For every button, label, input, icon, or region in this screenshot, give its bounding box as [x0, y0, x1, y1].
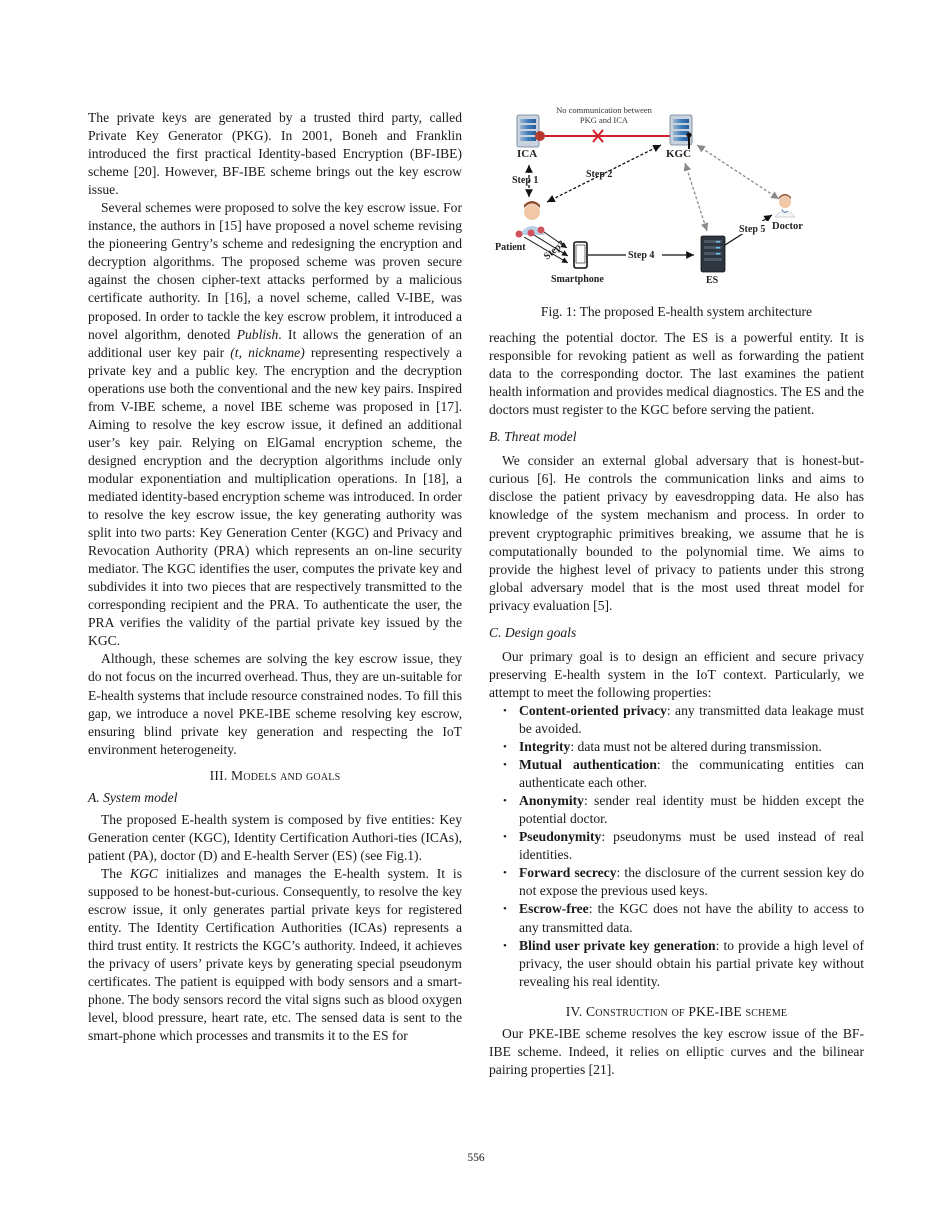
label-es: ES [706, 275, 719, 286]
goal-term: Integrity [519, 739, 571, 755]
list-item [519, 864, 864, 900]
text-run: Several schemes were proposed to solve the key escrow issue. For instance, the authors in [15] have proposed a novel scheme revising the pioneering Gentry’s scheme and redesigning the encryption and decryption algorithms. The proposed scheme was proven secure against the chosen cipher-text attacks performed by a malicious certificate authority. In [16], a novel scheme, called V-IBE, was proposed. In order to tackle the key escrow problem, it introduced a novel algorithm, denoted [88, 200, 462, 342]
label-doctor: Doctor [772, 221, 803, 232]
smartphone-icon [574, 242, 587, 268]
paragraph-pkg-intro: The private keys are generated by a trusted third party, called Private Key Generator (PKG). In 2001, Boneh and Franklin introduced the first practical Identity-based Encryption (BF-IBE) scheme [20]. However, BF-IBE scheme brings out the key escrow issue. [88, 110, 462, 198]
paragraph-es-role: reaching the potential doctor. The ES is a powerful entity. It is responsible for revoking patient as well as forwarding the patient data to the corresponding doctor. The last examines the patient health information and provides medical diagnostics. The ES and the doctors must register to the KGC before serving the patient. [489, 330, 864, 418]
goal-term: Content-oriented privacy [519, 702, 667, 718]
left-column [88, 109, 462, 1045]
goal-term: Forward secrecy [519, 865, 617, 881]
page-number: 556 [467, 1152, 485, 1164]
text-run: initializes and manages the E-health system. It is supposed to be honest-but-curious. Consequently, to resolve the key escrow issue, it only generates partial private keys for registered entity. The Identity Certification Authorities (ICAs) represents a third trust entity. It restricts the KGC’s authority. Indeed, it achieves the privacy of users’ private keys by generating special pseudonym certificates. The patient is equipped with body sensors and a smart-phone. The body sensors record the vital signs such as blood oxygen level, blood pressure, heart rate, etc. The sensed data is sent to the smart-phone which processes and transmits it to the ES for [88, 865, 462, 1044]
es-server-icon [701, 236, 725, 272]
list-item [519, 828, 864, 864]
goal-description: : any transmitted data leakage must be avoided. [519, 702, 864, 736]
goal-term: Blind user private key generation [519, 937, 716, 953]
paragraph-kgc [88, 865, 462, 1045]
list-item [519, 756, 864, 792]
paragraph-design-goals: Our primary goal is to design an efficient and secure privacy preserving E-health system in the IoT context. Particularly, we attempt to meet the following properties: [489, 648, 864, 700]
label-ica: ICA [517, 148, 538, 160]
math-key-pair: (t, nickname) [230, 344, 305, 360]
subsection-heading-system-model: A. System model [88, 789, 178, 805]
goal-description: : pseudonyms must be used instead of real identities. [519, 829, 864, 863]
goal-term: Mutual authentication [519, 757, 657, 773]
subsection-heading-threat-model: B. Threat model [489, 429, 577, 445]
goal-description: : sender real identity must be hidden except the potential doctor. [519, 793, 864, 827]
label-smartphone: Smartphone [551, 274, 604, 285]
goal-term: Escrow-free [519, 901, 589, 917]
goal-description: : the disclosure of the current session key do not expose the previous used keys. [519, 865, 865, 899]
text-run: representing respectively a private key and a public key. The encryption and the decryption operations use both the conventional and the new key pairs. Inspired from V-IBE scheme, a novel IBE scheme was proposed in [17]. Aiming to resolve the key escrow issue, it defined an additional user’s key pair. Relying on ElGamal encryption scheme, the designed encryption and the decryption algorithms include only modular exponentiation and multiplication operations. In [18], a mediated identity-based encryption scheme was introduced. In order to resolve the key escrow issue, the key generating authority was split into two parts: Key Generation Center (KGC) and Privacy and Revocation Authority (PRA) which represents an on-line security mediator. The KGC identifies the user, computes the private key and subdivides it into two pieces that are respectively transmitted to the corresponding recipient and the PRA. To authenticate the user, the PRA verifies the validity of the partial private key issued by the KGC. [88, 344, 463, 649]
kgc-server-icon [670, 115, 692, 149]
label-no-communication-1: No communication between [556, 105, 652, 115]
figure-caption: Fig. 1: The proposed E-health system architecture [540, 304, 813, 319]
architecture-diagram [489, 103, 864, 293]
list-item [519, 738, 864, 756]
goal-description: : the communicating entities can authenticate each other. [519, 757, 864, 791]
text-run: The [101, 865, 130, 881]
math-kgc: KGC [130, 865, 158, 881]
ica-server-icon [517, 115, 545, 147]
label-step5: Step 5 [739, 224, 766, 235]
section-heading-models-goals: III. Models and goals [209, 767, 341, 783]
subsection-heading-design-goals: C. Design goals [489, 624, 577, 640]
label-step3: Step3 [541, 238, 568, 263]
label-step4: Step 4 [628, 250, 655, 261]
patient-icon [516, 201, 546, 238]
figure-architecture [489, 103, 864, 293]
list-item [519, 702, 864, 738]
paragraph-construction: Our PKE-IBE scheme resolves the key escrow issue of the BF-IBE scheme. Indeed, it relies on elliptic curves and the bilinear pairing properties [21]. [489, 1025, 864, 1077]
paragraph-gap: Although, these schemes are solving the key escrow issue, they do not focus on the incurred overhead. Thus, they are un-suitable for E-health systems that include resource constrained nodes. To fill this gap, we introduce a novel PKE-IBE scheme resolving key escrow, ensuring blind private key generation and respecting the IoT environment heterogeneity. [88, 651, 462, 757]
text-run: . It allows the generation of an additional user key pair [88, 326, 462, 360]
label-step1: Step 1 [512, 175, 539, 186]
goal-description: : to provide a high level of privacy, the user should obtain his partial private key without revealing his real identity. [519, 937, 864, 989]
list-item [519, 900, 864, 936]
doctor-icon [775, 194, 795, 217]
paragraph-entities: The proposed E-health system is composed by five entities: Key Generation center (KGC), Identity Certification Authori-ties (ICAs), patient (PA), doctor (D) and E-health Server (ES) (see Fig.1). [88, 811, 462, 863]
right-column [489, 105, 865, 1079]
goal-description: : data must not be altered during transmission. [570, 739, 822, 755]
list-item [519, 937, 864, 991]
label-step2: Step 2 [586, 169, 613, 180]
paragraph-related-schemes [88, 199, 462, 650]
design-goals-list [489, 702, 864, 991]
certificate-seal-icon [535, 131, 545, 141]
section-heading-construction: IV. Construction of PKE-IBE scheme [565, 1003, 788, 1019]
list-item [519, 792, 864, 828]
goal-description: : the KGC does not have the ability to access to any transmitted data. [519, 901, 864, 935]
goal-term: Pseudonymity [519, 829, 602, 845]
label-no-communication-2: PKG and ICA [579, 115, 629, 125]
kgc-es-link [685, 163, 707, 231]
paragraph-threat-model: We consider an external global adversary that is honest-but-curious [6]. He controls the communication links and aims to disclose the patient privacy by eavesdropping data. He also has knowledge of the system mechanism and process. In order to prevent cryptographic primitives breaking, we assume that he is computationally bounded to the polynomial time. We aims to provide the highest level of privacy to patients under this strong global adversary model that is the most used threat model for privacy evaluation [5]. [489, 453, 864, 613]
goal-term: Anonymity [519, 793, 584, 809]
kgc-doctor-link [697, 145, 779, 199]
math-publish: Publish [236, 326, 279, 342]
label-patient: Patient [495, 242, 526, 253]
label-kgc: KGC [666, 148, 692, 160]
